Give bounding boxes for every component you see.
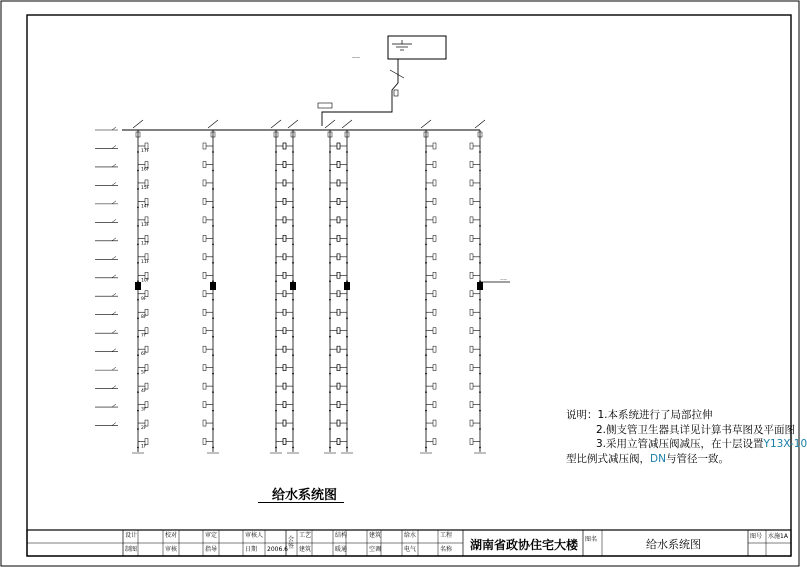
outer-border — [1, 1, 799, 566]
reducing-valve — [344, 282, 350, 290]
note-lead: 说明： — [566, 409, 598, 421]
floor-label: 5F — [141, 370, 147, 376]
floor-label: 15F — [141, 185, 150, 191]
note-line-3 — [566, 437, 807, 452]
floor-label: 3F — [141, 407, 147, 413]
tb-architecture: 建筑 — [369, 532, 382, 539]
floor-label: 6F — [141, 352, 147, 358]
floor-label: 12F — [141, 241, 150, 247]
drawing-title: 给水系统图 — [272, 488, 338, 503]
inner-frame — [27, 15, 791, 556]
floor-label: 17F — [141, 149, 150, 154]
tb-name: 名称 — [440, 546, 453, 553]
reducing-valve — [210, 282, 216, 290]
tb-drawing-label: 图名 — [585, 536, 598, 543]
tb-electric: 电气 — [404, 546, 417, 553]
floor-label: 7F — [141, 333, 147, 339]
note-item-3: 3.采用立管减压阀减压，在十层设置 — [596, 438, 764, 450]
tb-structure: 结构 — [335, 532, 348, 539]
tb-project-name: 湖南省政协住宅大楼 — [470, 538, 579, 552]
tb-hvac: 暖通 — [335, 546, 348, 553]
floor-label: 9F — [141, 296, 147, 302]
tb-aircon: 空调 — [369, 546, 382, 553]
floor-label: 2F — [141, 426, 147, 432]
tb-reviewer: 审核人 — [245, 532, 264, 539]
floor-label: 16F — [141, 167, 150, 173]
reducing-valve — [477, 282, 483, 290]
riser-group — [132, 120, 486, 453]
tb-approve: 审定 — [205, 532, 218, 539]
tb-water: 给水 — [404, 532, 417, 539]
floor-label: 13F — [141, 222, 150, 228]
tb-project: 工程 — [440, 532, 453, 539]
floor-tag-group — [95, 127, 150, 450]
note-highlight-dn: DN — [650, 452, 666, 465]
tb-date-value: 2006.6 — [267, 546, 288, 553]
tb-building: 建筑 — [299, 546, 312, 553]
roof-water-tank — [388, 36, 446, 59]
note-line-4 — [566, 452, 807, 467]
tb-process: 工艺 — [299, 532, 312, 539]
floor-label: 1F — [141, 444, 147, 450]
tb-check: 校对 — [165, 532, 178, 539]
tb-design: 设计 — [125, 532, 138, 539]
tb-sheet-no: 水施1A — [768, 533, 788, 540]
note-highlight-valve: Y13X-10 — [763, 438, 807, 450]
floor-label: 4F — [141, 389, 147, 395]
floor-label: 10F — [141, 278, 150, 284]
tb-countersign: 会签 — [288, 536, 295, 550]
tb-date-label: 日期 — [245, 546, 258, 553]
tank-outlet-pipe — [322, 59, 398, 126]
note-item-4b: 与管径一致。 — [665, 452, 729, 465]
note-line-2: 2.侧支管卫生器具详见计算书草图及平面图 — [596, 423, 796, 436]
drawing-title-underline — [258, 502, 344, 503]
svg-text:——: —— — [500, 277, 507, 281]
tb-draft: 制图 — [125, 546, 138, 553]
tb-audit: 审核 — [165, 546, 178, 553]
tank-tag: —— — [352, 55, 360, 60]
tb-sheet-label: 图号 — [750, 533, 763, 540]
tb-drawing-name: 给水系统图 — [646, 538, 701, 551]
tb-guide: 指导 — [205, 546, 218, 553]
note-item-4a: 型比例式减压阀， — [566, 452, 650, 465]
note-line-1 — [566, 408, 807, 423]
floor-label: 14F — [141, 204, 150, 210]
floor-label: 8F — [141, 315, 147, 321]
reducing-valve — [290, 282, 296, 290]
floor-label: 11F — [141, 259, 150, 265]
design-notes — [566, 408, 807, 466]
note-item-1: 1.本系统进行了局部拉伸 — [597, 409, 713, 421]
